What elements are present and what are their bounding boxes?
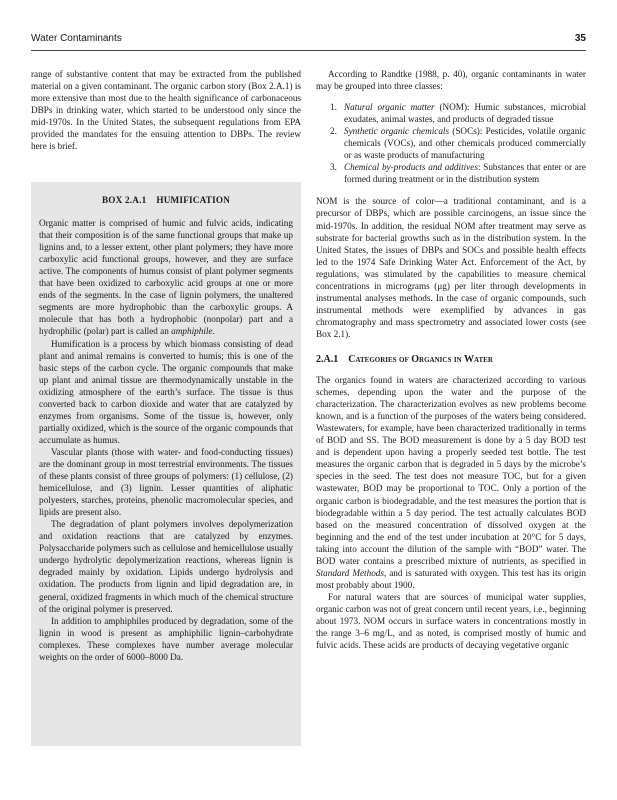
organic-classes-list — [316, 101, 586, 185]
categories-end: , and is saturated with oxygen. This test has its origin most probably about 1900. — [316, 567, 586, 590]
categories-paragraph — [316, 374, 586, 591]
box-p1-end: . — [212, 326, 215, 337]
nom-paragraph: NOM is the source of color—a traditional contaminant, and is a precursor of DBPs, which are possible carcinogens, an issue since the mid-1970s. In addition, the residual NOM after treatment may serve as substrate for bacterial growths such as in the distribution system. In the United States, the issues of DBPs and SOCs and possible health effects led to the 1974 Safe Drinking Water Act. Enforcement of the Act, by regulations, was stimulated by the capabilities to measure chemical concentrations in micrograms (μg) per liter through developments in instrumental analyses methods. In the case of organic compounds, such instrumental methods were exemplified by advances in gas chromatography and mass spectrometry and associated lower costs (see Box 2.1). — [316, 196, 586, 339]
class-description: : Substances that enter or are formed during treatment or in the distribution system — [344, 162, 586, 185]
natural-waters-paragraph: For natural waters that are sources of municipal water supplies, organic carbon was not of great concern until recent years, i.e., beginning about 1973. NOM occurs in surface waters in concentrations mostly in the range 3–6 mg/L, and as noted, is comprised mostly of humic and fulvic acids. These acids are products of decaying vegetative organic — [316, 591, 586, 651]
list-number: 2. — [330, 126, 337, 137]
box-p1-text: Organic matter is comprised of humic and fulvic acids, indicating that their composition is of the same functional groups that make up lignins and, to a lesser extent, other plant polymers; they have more carboxylic acid functional groups, however, and they are surface active. The components of humus consist of plant polymer segments that have been oxidized to carboxylic acid groups at one or more ends of the segments. In the case of lignin polymers, the unaltered segments are more hydrophobic than the carboxylic groups. A molecule that has both a hydrophobic (nonpolar) part and a hydrophilic (polar) part is called an — [39, 218, 293, 337]
list-item — [316, 125, 586, 161]
class-term: Natural organic matter — [344, 102, 435, 113]
list-item — [316, 101, 586, 125]
section-title: Categories of Organics in Water — [348, 353, 493, 365]
running-header — [31, 28, 586, 51]
box-paragraph-3: Vascular plants (those with water- and food-conducting tissues) are the dominant group in most terrestrial environments. The tissues of these plants consist of three groups of polymers: (1) cellulose, (2) hemicellulose, and (3) lignin. Lesser quantities of aliphatic polyesters, starches, proteins, phenolic macromolecular species, and lipids are present also. — [39, 446, 293, 518]
humification-box — [31, 182, 301, 746]
running-title: Water Contaminants — [31, 33, 122, 44]
section-number: 2.A.1 — [316, 353, 339, 365]
box-title-text: HUMIFICATION — [156, 195, 231, 205]
box-paragraph-5: In addition to amphiphiles produced by degradation, some of the lignin in wood is present as amphiphilic lignin–carbohydrate complexes. These complexes have number average molecular weights on the order of 6000–8000 Da. — [39, 615, 293, 662]
standard-methods-term: Standard Methods — [316, 567, 384, 578]
randtke-intro: According to Randtke (1988, p. 40), organic contaminants in water may be grouped into three classes: — [316, 69, 586, 92]
class-term: Synthetic organic chemicals — [344, 126, 450, 137]
left-column — [31, 68, 301, 152]
box-number: BOX 2.A.1 — [101, 195, 147, 205]
box-paragraph-2: Humification is a process by which biomass consisting of dead plant and animal remains is converted to humis; this is one of the basic steps of the carbon cycle. The organic compounds that make up plant and animal tissue are thermodynamically unstable in the oxidizing atmosphere of the earth’s surface. The tissue is thus converted back to carbon dioxide and water that are catalyzed by enzymes from organisms. Some of the tissue is, however, only partially oxidized, which is the source of the organic compounds that accumulate as humus. — [39, 338, 293, 445]
list-number: 1. — [330, 102, 337, 113]
box-title — [39, 194, 293, 206]
box-paragraph-4: The degradation of plant polymers involves depolymerization and oxidation reactions that are catalyzed by enzymes. Polysaccharide polymers such as cellulose and hemicellulose usually undergo hydrolytic depolymerization reactions, whereas lignin is degraded mainly by oxidation. Lipids undergo hydrolysis and oxidation. The products from lignin and lipid degradation are, in general, oxidized fragments in which much of the chemical structure of the original polymer is preserved. — [39, 519, 293, 614]
intro-paragraph: range of substantive content that may be extracted from the published material on a given contaminant. The organic carbon story (Box 2.A.1) is more extensive than most due to the health significance of carbonaceous DBPs in drinking water, which started to be understood only since the mid-1970s. In the United States, the subsequent regulations from EPA provided the mandates for the ensuing attention to DBPs. The review here is brief. — [31, 69, 301, 152]
categories-text: The organics found in waters are characterized according to various schemes, depending upon the water and the purpose of the characterization. The characterization evolves as new problems become known, and is a function of the purposes of the waters being considered. Wastewaters, for example, have been characterized traditionally in terms of BOD and SS. The BOD measurement is done by a 5 day BOD test and is dependent upon having a properly seeded test bottle. The test measures the organic carbon that is degraded in 5 days by the microbe’s species in the seed. The test does not measure TOC, but for a given wastewater, BOD may be proportional to TOC. Only a portion of the organic carbon is biodegradable, and the test measures the portion that is biodegradable within a 5 day period. The test actually calculates BOD based on the measured concentration of dissolved oxygen at the beginning and the end of the test under incubation at 20°C for 5 days, taking into account the dilution of the sample with “BOD” water. The BOD water contains a prescribed mixture of nutrients, as specified in — [316, 375, 586, 566]
list-item — [316, 161, 586, 185]
section-heading — [316, 354, 586, 366]
class-description: (SOCs): Pesticides, volatile organic chemicals (VOCs), and other chemicals produced commercially or as waste products of manufacturing — [344, 126, 586, 161]
class-description: (NOM): Humic substances, microbial exudates, animal wastes, and products of degraded tissue — [344, 102, 586, 125]
list-number: 3. — [330, 162, 337, 173]
right-column — [316, 68, 586, 651]
amphiphile-term: amphiphile — [171, 326, 213, 337]
page-number: 35 — [574, 33, 586, 44]
box-paragraph-1 — [39, 217, 293, 337]
class-term: Chemical by-products and additives — [344, 162, 478, 173]
